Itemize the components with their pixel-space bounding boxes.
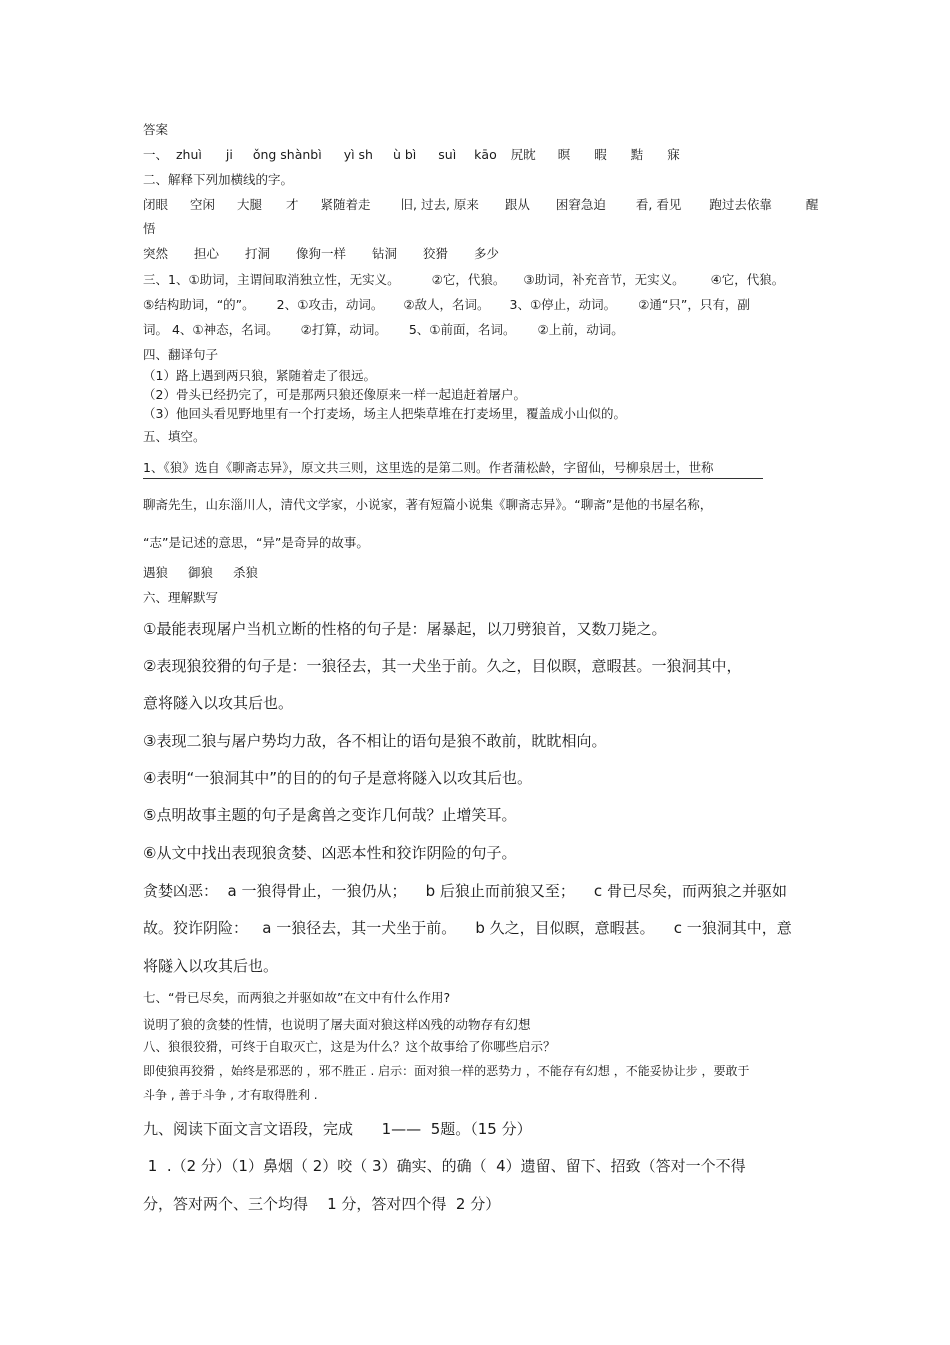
section-9-heading: 九、阅读下面文言文语段，完成 1—— 5题。（15 分） bbox=[143, 1120, 532, 1138]
pinyin-item: 黠 bbox=[630, 147, 644, 162]
recitation-line: ③表现二狼与屠户势均力敌，各不相让的语句是狼不敢前，眈眈相向。 bbox=[143, 732, 607, 750]
answer-word: 醒 bbox=[805, 197, 819, 212]
answer-text: 词。 4、①神态，名词。 bbox=[143, 322, 279, 337]
answer-word: 杀狼 bbox=[233, 565, 259, 580]
pinyin-item: kāo bbox=[474, 147, 497, 162]
answer-word: 旧, 过去, 原来 bbox=[400, 197, 479, 212]
answer-text: 三、1、①助词，主谓间取消独立性，无实义。 bbox=[143, 272, 400, 287]
answer-word: 御狼 bbox=[188, 565, 214, 580]
pinyin-item: ji bbox=[225, 147, 233, 162]
answer-text: ③助词，补充音节，无实义。 bbox=[523, 272, 685, 287]
answer-word: 打洞 bbox=[245, 246, 271, 261]
section-3-line-1 bbox=[143, 270, 784, 288]
answer-word: 钻洞 bbox=[372, 246, 398, 261]
answer-text: 5、①前面，名词。 bbox=[408, 322, 516, 337]
answer-text: ④它，代狼。 bbox=[710, 272, 785, 287]
answer-word: 看, 看见 bbox=[635, 197, 682, 212]
translation-item: （2）骨头已经扔完了，可是那两只狼还像原来一样一起追赶着屠户。 bbox=[143, 387, 526, 402]
answer-word: 多少 bbox=[474, 246, 500, 261]
fill-blank-line-2: 聊斋先生，山东淄川人，清代文学家，小说家，著有短篇小说集《聊斋志异》。“聊斋”是他的书屋名称， bbox=[143, 497, 713, 512]
section-1-pinyin bbox=[143, 145, 680, 163]
section-3-line-3 bbox=[143, 320, 624, 338]
answer-word: 闭眼 bbox=[143, 197, 169, 212]
answer-text: ⑤结构助词，“的”。 bbox=[143, 297, 255, 312]
translation-item: （3）他回头看见野地里有一个打麦场，场主人把柴草堆在打麦场里，覆盖成小山似的。 bbox=[143, 406, 626, 421]
answer-word: 担心 bbox=[194, 246, 220, 261]
section-7-question: 七、“骨已尽矣，而两狼之并驱如故”在文中有什么作用? bbox=[143, 990, 451, 1005]
section-8-answer-line-2: 斗争 , 善于斗争 , 才有取得胜利 . bbox=[143, 1088, 318, 1102]
section-9-answer-line-1: 1 .（2 分）（1）鼻烟（ 2）咬（ 3）确实、的确（ 4）遗留、留下、招致（答对一个不得 bbox=[143, 1157, 746, 1175]
answer-text: 3、①停止，动词。 bbox=[509, 297, 617, 312]
section-5-heading: 五、填空。 bbox=[143, 429, 206, 444]
translation-item: （1）路上遇到两只狼，紧随着走了很远。 bbox=[143, 368, 376, 383]
section-8-answer-line-1: 即使狼再狡猾 ，始终是邪恶的 ，邪不胜正 . 启示：面对狼一样的恶势力 ，不能存有幻想 ，不能妥协让步 ，要敢于 bbox=[143, 1064, 750, 1078]
section-2-row-2 bbox=[143, 244, 499, 262]
answer-text: ②它，代狼。 bbox=[431, 272, 506, 287]
answer-text: ②打算，动词。 bbox=[300, 322, 387, 337]
recitation-line: 故。狡诈阴险： a 一狼径去，其一犬坐于前。 b 久之，目似瞑，意暇甚。 c 一狼洞其中，意 bbox=[143, 919, 792, 937]
answer-word: 才 bbox=[286, 197, 299, 212]
answer-word: 空闲 bbox=[190, 197, 216, 212]
pinyin-item: ù bì bbox=[392, 147, 417, 162]
pinyin-item: yì sh bbox=[343, 147, 373, 162]
section-3-line-2 bbox=[143, 295, 750, 313]
answer-word: 紧随着走 bbox=[320, 197, 371, 212]
section-1-prefix: 一、 bbox=[143, 147, 169, 162]
recitation-line: 将隧入以攻其后也。 bbox=[143, 957, 279, 975]
pinyin-item: 尻眈 bbox=[510, 147, 536, 162]
recitation-line: ⑥从文中找出表现狼贪婪、凶恶本性和狡诈阴险的句子。 bbox=[143, 844, 517, 862]
recitation-line: 贪婪凶恶： a 一狼得骨止，一狼仍从； b 后狼止而前狼又至； c 骨已尽矣，而两狼之并驱如 bbox=[143, 882, 787, 900]
answer-word: 狡猾 bbox=[423, 246, 449, 261]
section-7-answer: 说明了狼的贪婪的性情，也说明了屠夫面对狼这样凶残的动物存有幻想 bbox=[143, 1017, 531, 1032]
answer-text: ②通“只”，只有，副 bbox=[638, 297, 750, 312]
fill-blank-line-3: “志”是记述的意思，“异”是奇异的故事。 bbox=[143, 535, 369, 550]
pinyin-item: 暇 bbox=[594, 147, 607, 162]
pinyin-item: 暝 bbox=[557, 147, 571, 162]
recitation-line: ①最能表现屠户当机立断的性格的句子是：屠暴起，以刀劈狼首，又数刀毙之。 bbox=[143, 620, 667, 638]
page-title: 答案 bbox=[143, 122, 169, 137]
recitation-line: ④表明“一狼洞其中”的目的的句子是意将隧入以攻其后也。 bbox=[143, 769, 532, 787]
fill-blank-line-1: 1、《狼》选自《聊斋志异》，原文共三则，这里选的是第二则。作者蒲松龄，字留仙，号柳泉居士，世称 bbox=[143, 458, 763, 479]
answer-text: ②上前，动词。 bbox=[537, 322, 624, 337]
recitation-line: ⑤点明故事主题的句子是禽兽之变诈几何哉？止增笑耳。 bbox=[143, 806, 517, 824]
pinyin-item: 寐 bbox=[667, 147, 680, 162]
recitation-line: 意将隧入以攻其后也。 bbox=[143, 694, 294, 712]
pinyin-item: zhuì bbox=[176, 147, 202, 162]
section-6-heading: 六、理解默写 bbox=[143, 590, 219, 605]
section-9-answer-line-2: 分，答对两个、三个均得 1 分，答对四个得 2 分） bbox=[143, 1195, 501, 1213]
recitation-line: ②表现狼狡猾的句子是：一狼径去，其一犬坐于前。久之，目似瞑，意暇甚。一狼洞其中， bbox=[143, 657, 742, 675]
section-5-summary bbox=[143, 563, 258, 581]
pinyin-item: suì bbox=[438, 147, 457, 162]
section-2-row-1-wrap: 悟 bbox=[143, 221, 156, 236]
answer-word: 困窘急迫 bbox=[555, 197, 606, 212]
section-2-heading: 二、解释下列加横线的字。 bbox=[143, 172, 294, 187]
pinyin-item: ǒng shànbì bbox=[252, 147, 322, 162]
answer-word: 突然 bbox=[143, 246, 169, 261]
answer-word: 跑过去依靠 bbox=[709, 197, 772, 212]
section-4-heading: 四、翻译句子 bbox=[143, 347, 219, 362]
answer-word: 遇狼 bbox=[143, 565, 169, 580]
section-2-row-1 bbox=[143, 195, 818, 213]
answer-text: 2、①攻击，动词。 bbox=[276, 297, 384, 312]
answer-word: 跟从 bbox=[504, 197, 530, 212]
answer-word: 大腿 bbox=[237, 197, 263, 212]
answer-word: 像狗一样 bbox=[296, 246, 347, 261]
section-8-question: 八、狼很狡猾，可终于自取灭亡，这是为什么？这个故事给了你哪些启示？ bbox=[143, 1039, 556, 1054]
answer-text: ②敌人，名词。 bbox=[403, 297, 490, 312]
